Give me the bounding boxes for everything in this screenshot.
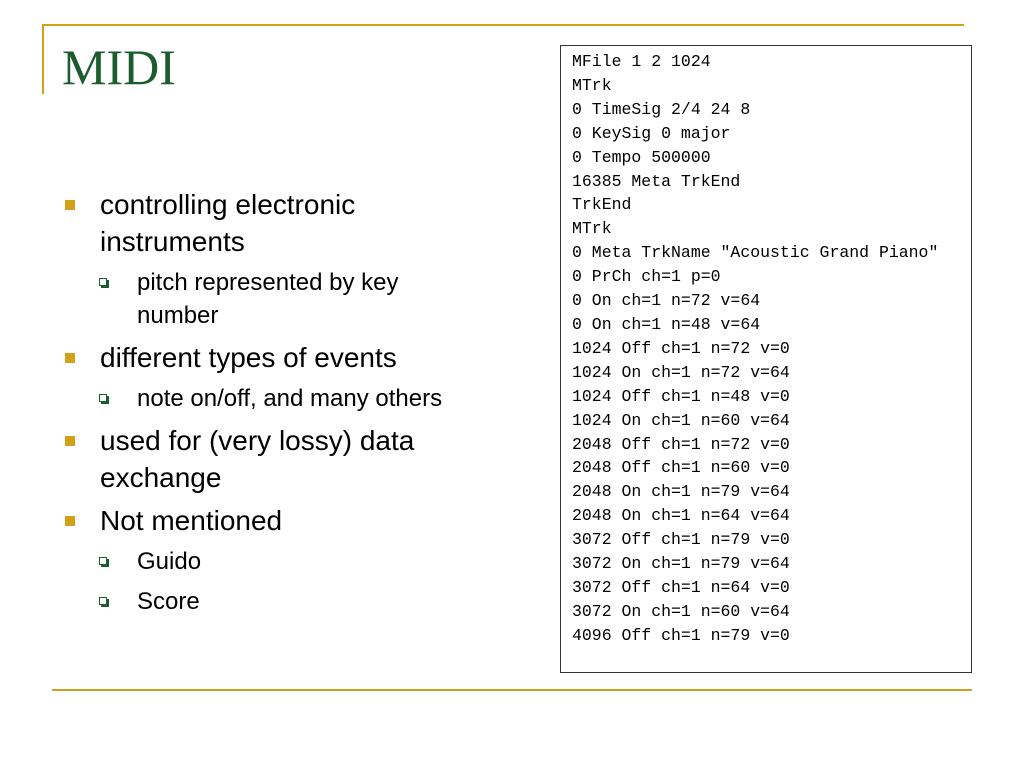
bullet-item bbox=[62, 186, 482, 260]
code-line: 0 Meta TrkName "Acoustic Grand Piano" bbox=[572, 243, 939, 263]
code-line: MTrk bbox=[572, 75, 612, 95]
code-line: 2048 Off ch=1 n=60 v=0 bbox=[572, 458, 790, 478]
code-line: 0 On ch=1 n=72 v=64 bbox=[572, 291, 761, 311]
code-line: 2048 Off ch=1 n=72 v=0 bbox=[572, 434, 790, 454]
sub-bullet-item bbox=[99, 382, 482, 415]
bullet-text: used for (very lossy) data exchange bbox=[100, 425, 415, 493]
code-line: TrkEnd bbox=[572, 195, 632, 215]
hollow-square-bullet-icon bbox=[99, 557, 107, 565]
code-line: 1024 Off ch=1 n=48 v=0 bbox=[572, 386, 790, 406]
square-bullet-icon bbox=[65, 436, 75, 446]
bullet-list bbox=[62, 186, 482, 625]
hollow-square-bullet-icon bbox=[99, 597, 107, 605]
code-line: 3072 Off ch=1 n=79 v=0 bbox=[572, 530, 790, 550]
code-line: 3072 On ch=1 n=79 v=64 bbox=[572, 554, 790, 574]
code-line: 4096 Off ch=1 n=79 v=0 bbox=[572, 625, 790, 645]
code-line: 0 On ch=1 n=48 v=64 bbox=[572, 314, 761, 334]
midi-text-listing bbox=[560, 45, 972, 673]
slide-title: MIDI bbox=[62, 39, 176, 95]
code-line: 1024 On ch=1 n=72 v=64 bbox=[572, 362, 790, 382]
code-line: MTrk bbox=[572, 219, 612, 239]
bottom-rule bbox=[52, 689, 972, 691]
code-line: 0 TimeSig 2/4 24 8 bbox=[572, 99, 751, 119]
square-bullet-icon bbox=[65, 516, 75, 526]
bullet-text: different types of events bbox=[100, 342, 397, 373]
left-rule bbox=[42, 24, 44, 94]
square-bullet-icon bbox=[65, 353, 75, 363]
sub-bullet-item bbox=[99, 585, 482, 618]
sub-bullet-item bbox=[99, 266, 482, 332]
code-line: 16385 Meta TrkEnd bbox=[572, 171, 741, 191]
code-line: 1024 Off ch=1 n=72 v=0 bbox=[572, 338, 790, 358]
sub-bullet-text: Score bbox=[137, 588, 200, 615]
code-line: 0 PrCh ch=1 p=0 bbox=[572, 267, 721, 287]
code-line: MFile 1 2 1024 bbox=[572, 52, 711, 71]
code-line: 3072 On ch=1 n=60 v=64 bbox=[572, 601, 790, 621]
code-line: 0 Tempo 500000 bbox=[572, 147, 711, 167]
code-line: 3072 Off ch=1 n=64 v=0 bbox=[572, 577, 790, 597]
bullet-text: Not mentioned bbox=[100, 505, 283, 536]
code-line: 0 KeySig 0 major bbox=[572, 123, 731, 143]
top-rule bbox=[42, 24, 964, 26]
sub-bullet-text: Guido bbox=[137, 548, 202, 575]
code-line: 1024 On ch=1 n=60 v=64 bbox=[572, 410, 790, 430]
sub-bullet-text: note on/off, and many others bbox=[137, 385, 443, 412]
hollow-square-bullet-icon bbox=[99, 278, 107, 286]
code-line: 2048 On ch=1 n=64 v=64 bbox=[572, 506, 790, 526]
sub-bullet-text: pitch represented by key number bbox=[137, 269, 399, 329]
bullet-item bbox=[62, 502, 482, 539]
bullet-item bbox=[62, 422, 482, 496]
bullet-item bbox=[62, 339, 482, 376]
square-bullet-icon bbox=[65, 200, 75, 210]
hollow-square-bullet-icon bbox=[99, 394, 107, 402]
code-line: 2048 On ch=1 n=79 v=64 bbox=[572, 482, 790, 502]
sub-bullet-item bbox=[99, 545, 482, 578]
bullet-text: controlling electronic instruments bbox=[100, 189, 356, 257]
